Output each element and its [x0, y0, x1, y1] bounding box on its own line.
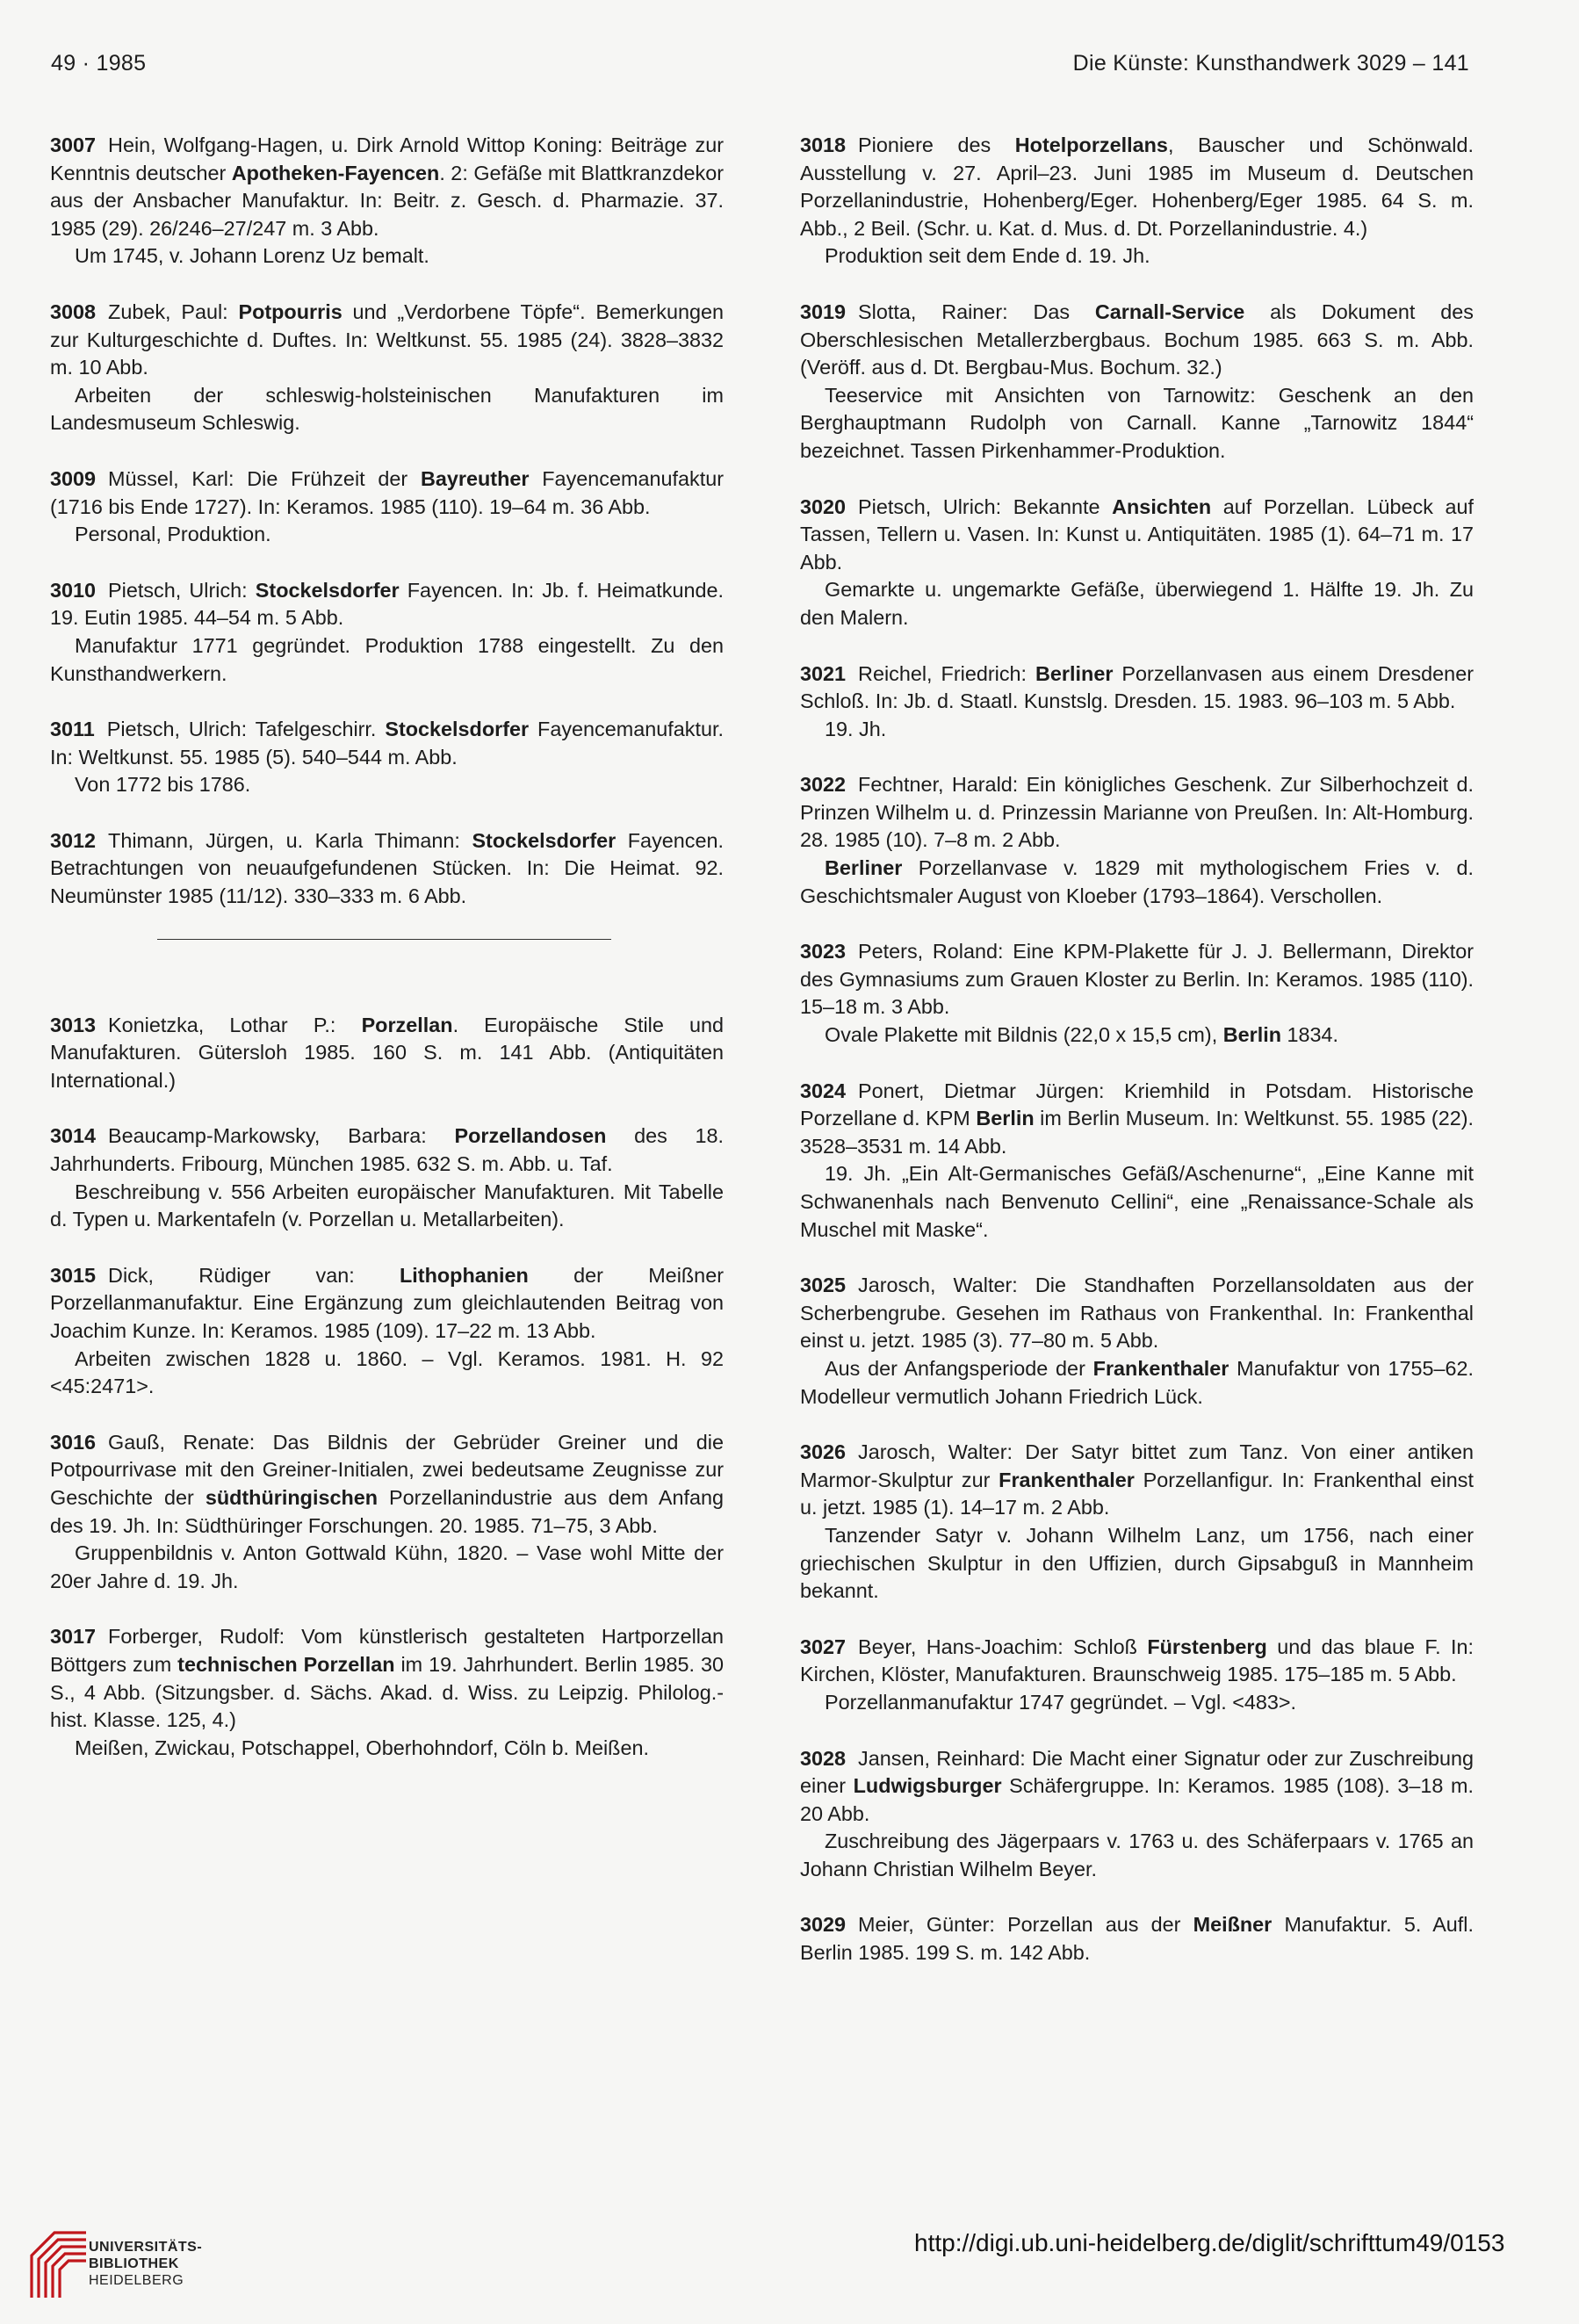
entry-citation [800, 938, 1474, 1021]
entry-text-pre: Beaucamp-Markowsky, Barbara: [108, 1124, 455, 1148]
entry-number: 3012 [50, 828, 97, 852]
annotation-text: Produktion seit dem Ende d. 19. Jh. [825, 244, 1150, 268]
entry-text-post: Porzellanvasen aus einem Dresdener Schloß. In: Jb. d. Staatl. Kunstslg. Dresden. 15. 1983. 96–103 m. 5 Abb. [800, 661, 1474, 713]
entry-citation [50, 299, 724, 382]
annotation-text: Aus der Anfangsperiode der [825, 1356, 1093, 1380]
bibliography-entry [800, 299, 1474, 466]
left-column [50, 132, 724, 1790]
library-line-2: BIBLIOTHEK [89, 2256, 179, 2271]
bibliography-entry [50, 1122, 724, 1233]
entry-number: 3014 [50, 1124, 97, 1148]
entry-citation [50, 716, 724, 771]
entry-keyword: Ansichten [1112, 494, 1212, 518]
bibliography-entry [800, 1272, 1474, 1411]
entry-citation [50, 1012, 724, 1095]
entry-citation [800, 1272, 1474, 1355]
entry-number: 3010 [50, 578, 97, 602]
entry-keyword: Berliner [1035, 661, 1114, 685]
entry-text-pre: Dick, Rüdiger van: [108, 1263, 400, 1287]
entry-text-post: Porzellanfigur. In: Frankenthal einst u. jetzt. 1985 (1). 14–17 m. 2 Abb. [800, 1468, 1474, 1519]
entry-keyword: Meißner [1193, 1913, 1273, 1937]
annotation-text: Gruppenbildnis v. Anton Gottwald Kühn, 1820. – Vase wohl Mitte der 20er Jahre d. 19. Jh. [50, 1541, 724, 1592]
entry-number: 3018 [800, 134, 847, 156]
entry-text-post: auf Porzellan. Lübeck auf Tassen, Tellern u. Vasen. In: Kunst u. Antiquitäten. 1985 (1). 64–71 m. 17 Abb. [800, 494, 1474, 574]
entry-text-post: Fayencen. In: Jb. f. Heimatkunde. 19. Eutin 1985. 44–54 m. 5 Abb. [50, 578, 724, 630]
annotation-text: Tanzender Satyr v. Johann Wilhelm Lanz, um 1756, nach einer griechischen Skulptur in den Uffizien, durch Gipsabguß in Mannheim bekannt. [800, 1523, 1474, 1603]
entry-text-post: . Europäische Stile und Manufakturen. Gütersloh 1985. 160 S. m. 141 Abb. (Antiquitäten International.) [50, 1013, 724, 1092]
annotation-text: Meißen, Zwickau, Potschappel, Oberhohndorf, Cöln b. Meißen. [75, 1736, 649, 1759]
entry-annotation [50, 521, 724, 549]
page-header-right: Die Künste: Kunsthandwerk 3029 – 141 [1072, 51, 1469, 76]
entry-keyword: Lithophanien [400, 1263, 529, 1287]
entry-annotation [800, 1160, 1474, 1244]
entry-keyword: südthüringischen [205, 1485, 379, 1509]
library-name [89, 2239, 202, 2289]
entry-number: 3028 [800, 1746, 847, 1770]
annotation-text: 19. Jh. „Ein Alt-Germanisches Gefäß/Aschenurne“, „Eine Kanne mit Schwanenhals nach Benvenuto Cellini“, eine „Renaissance-Schale als Muschel mit Maske“. [800, 1162, 1474, 1241]
bibliography-entry [50, 132, 724, 271]
bibliography-entry [50, 299, 724, 437]
entry-citation [800, 660, 1474, 716]
bibliography-entry [50, 1623, 724, 1762]
entry-keyword: Carnall-Service [1094, 300, 1245, 323]
entry-text-post: im Berlin Museum. In: Weltkunst. 55. 1985 (22). 3528–3531 m. 14 Abb. [800, 1107, 1474, 1158]
entry-text-post: des 18. Jahrhunderts. Fribourg, München 1985. 632 S. m. Abb. u. Taf. [50, 1124, 724, 1176]
bibliography-entry [800, 1745, 1474, 1884]
entry-annotation [800, 242, 1474, 271]
entry-keyword: Frankenthaler [999, 1468, 1135, 1491]
entry-keyword: Berlin [976, 1107, 1035, 1130]
entry-number: 3025 [800, 1274, 847, 1297]
bibliography-entry [800, 494, 1474, 632]
entry-text-pre: Pietsch, Ulrich: Bekannte [858, 494, 1113, 518]
entry-annotation [50, 382, 724, 437]
entry-citation [800, 299, 1474, 382]
bibliography-entry [800, 1439, 1474, 1606]
entry-annotation [800, 382, 1474, 466]
bibliography-entry [800, 1911, 1474, 1967]
entry-text-pre: Gauß, Renate: Das Bildnis der Gebrüder Greiner und die Potpourrivase mit den Greiner-Initialen, zwei bedeutsame Zeugnisse zur Geschichte der [50, 1430, 724, 1509]
entry-keyword: Stockelsdorfer [255, 578, 400, 602]
entry-text-post: als Dokument des Oberschlesischen Metallerzbergbaus. Bochum 1985. 663 S. m. Abb. (Veröff. aus d. Dt. Bergbau-Mus. Bochum. 32.) [800, 300, 1474, 379]
bibliography-entry [800, 771, 1474, 910]
entry-number: 3029 [800, 1913, 847, 1937]
entry-annotation [800, 1828, 1474, 1883]
entry-text-pre: Forberger, Rudolf: Vom künstlerisch gestalteten Hartporzellan Böttgers zum [50, 1625, 724, 1676]
entry-number: 3007 [50, 134, 97, 156]
annotation-text: Teeservice mit Ansichten von Tarnowitz: Geschenk an den Berghauptmann Rudolph von Carnall. Kanne „Tarnowitz 1844“ bezeichnet. Tassen Pirkenhammer-Produktion. [800, 383, 1474, 462]
entry-keyword: Bayreuther [421, 466, 530, 490]
entry-annotation [50, 242, 724, 271]
entry-keyword: Porzellandosen [454, 1124, 607, 1148]
right-column [800, 132, 1474, 1996]
bibliography-entry [50, 577, 724, 688]
entry-text-pre: Meier, Günter: Porzellan aus der [858, 1913, 1193, 1937]
entry-text-pre: Müssel, Karl: Die Frühzeit der [108, 466, 421, 490]
bibliography-entry [50, 1012, 724, 1095]
entry-text-post: und „Verdorbene Töpfe“. Bemerkungen zur Kulturgeschichte d. Duftes. In: Weltkunst. 55. 1985 (24). 3828–3832 m. 10 Abb. [50, 300, 724, 379]
bibliography-entry [50, 716, 724, 799]
entry-citation [50, 577, 724, 632]
entry-keyword: Potpourris [238, 300, 342, 323]
entry-text-pre: Thimann, Jürgen, u. Karla Thimann: [108, 828, 472, 852]
annotation-text: Porzellanmanufaktur 1747 gegründet. – Vgl. <483>. [825, 1690, 1297, 1714]
annotation-text: Gemarkte u. ungemarkte Gefäße, überwiegend 1. Hälfte 19. Jh. Zu den Malern. [800, 578, 1474, 629]
entry-number: 3021 [800, 661, 847, 685]
entry-text-pre: Peters, Roland: Eine KPM-Plakette für J. J. Bellermann, Direktor des Gymnasiums zum Grauen Kloster zu Berlin. In: Keramos. 1985 (110). 15–18 m. 3 Abb. [800, 940, 1474, 1019]
annotation-text: Arbeiten zwischen 1828 u. 1860. – Vgl. Keramos. 1981. H. 92 <45:2471>. [50, 1346, 724, 1398]
entry-annotation [800, 855, 1474, 910]
entry-text-post: Schäfergruppe. In: Keramos. 1985 (108). 3–18 m. 20 Abb. [800, 1774, 1474, 1825]
entry-number: 3020 [800, 494, 847, 518]
entry-keyword: Apotheken-Fayencen [231, 161, 440, 184]
annotation-keyword: Frankenthaler [1092, 1356, 1229, 1380]
library-line-1: UNIVERSITÄTS- [89, 2240, 203, 2255]
entry-text-pre: Pioniere des [858, 134, 1015, 156]
entry-number: 3009 [50, 466, 97, 490]
entry-citation [800, 1078, 1474, 1161]
entry-text-pre: Pietsch, Ulrich: Tafelgeschirr. [106, 718, 386, 741]
entry-citation [50, 132, 724, 242]
entry-citation [800, 1745, 1474, 1829]
entry-annotation [800, 1021, 1474, 1050]
entry-text-post: Fayencemanufaktur. In: Weltkunst. 55. 1985 (5). 540–544 m. Abb. [50, 718, 724, 769]
entry-citation [800, 1634, 1474, 1689]
annotation-text: Manufaktur 1771 gegründet. Produktion 1788 eingestellt. Zu den Kunsthandwerkern. [50, 633, 724, 685]
entry-number: 3008 [50, 300, 97, 323]
entry-text-post: Manufaktur. 5. Aufl. Berlin 1985. 199 S. m. 142 Abb. [800, 1913, 1474, 1965]
entry-text-pre: Jarosch, Walter: Der Satyr bittet zum Tanz. Von einer antiken Marmor-Skulptur zur [800, 1440, 1474, 1491]
entry-annotation [50, 771, 724, 799]
entry-text-post: Porzellanindustrie aus dem Anfang des 19. Jh. In: Südthüringer Forschungen. 20. 1985. 71–75, 3 Abb. [50, 1485, 724, 1537]
bibliography-entry [800, 660, 1474, 744]
annotation-text: Arbeiten der schleswig-holsteinischen Manufakturen im Landesmuseum Schleswig. [50, 383, 724, 435]
page-header-left: 49 · 1985 [51, 51, 147, 76]
entry-number: 3015 [50, 1263, 97, 1287]
entry-text-pre: Reichel, Friedrich: [858, 661, 1036, 685]
annotation-text: Beschreibung v. 556 Arbeiten europäischer Manufakturen. Mit Tabelle d. Typen u. Markentafeln (v. Porzellan u. Metallarbeiten). [50, 1180, 724, 1231]
annotation-text: Personal, Produktion. [75, 523, 271, 546]
entry-citation [800, 494, 1474, 577]
entry-number: 3017 [50, 1625, 97, 1649]
entry-number: 3027 [800, 1635, 847, 1658]
entry-annotation [50, 1540, 724, 1595]
entry-number: 3026 [800, 1440, 847, 1464]
bibliography-entry [800, 1634, 1474, 1717]
entry-citation [800, 1439, 1474, 1522]
entry-text-post: der Meißner Porzellanmanufaktur. Eine Ergänzung zum gleichlautenden Beitrag von Joachim Kunze. In: Keramos. 1985 (109). 17–22 m. 13 Abb. [50, 1263, 724, 1342]
annotation-text: Von 1772 bis 1786. [75, 773, 251, 797]
bibliography-entry [50, 827, 724, 911]
entry-citation [50, 466, 724, 521]
entry-text-post: Fayencemanufaktur (1716 bis Ende 1727). In: Keramos. 1985 (110). 19–64 m. 36 Abb. [50, 466, 724, 518]
entry-annotation [800, 576, 1474, 632]
annotation-text: 19. Jh. [825, 717, 887, 740]
entry-text-post: , Bauscher und Schönwald. Ausstellung v. 27. April–23. Juni 1985 im Museum d. Deutschen Porzellanindustrie, Hohenberg/Eger. Hohenberg/Eger 1985. 64 S. m. Abb., 2 Beil. (Schr. u. Kat. d. Mus. d. Dt. Porzellanindustrie. 4.) [800, 134, 1474, 240]
bibliography-entry [800, 938, 1474, 1049]
entry-text-pre: Pietsch, Ulrich: [108, 578, 256, 602]
entry-number: 3011 [50, 718, 95, 741]
entry-number: 3013 [50, 1013, 97, 1036]
entry-annotation [800, 1689, 1474, 1717]
entry-text-pre: Slotta, Rainer: Das [858, 300, 1095, 323]
entry-number: 3022 [800, 773, 847, 797]
bibliography-entry [800, 1078, 1474, 1245]
entry-keyword: Fürstenberg [1147, 1635, 1267, 1658]
entry-keyword: Stockelsdorfer [472, 828, 616, 852]
entry-number: 3019 [800, 300, 847, 323]
bibliography-entry [50, 1262, 724, 1401]
entry-citation [50, 827, 724, 911]
entry-text-post: im 19. Jahrhundert. Berlin 1985. 30 S., 4 Abb. (Sitzungsber. d. Sächs. Akad. d. Wiss. zu Leipzig. Philolog.-hist. Klasse. 125, 4.) [50, 1652, 724, 1732]
entry-text-pre: Hein, Wolfgang-Hagen, u. Dirk Arnold Wittop Koning: Beiträge zur Kenntnis deutscher [50, 134, 724, 184]
entry-text-post: und das blaue F. In: Kirchen, Klöster, Manufakturen. Braunschweig 1985. 175–185 m. 5 Abb. [800, 1635, 1474, 1686]
entry-citation [50, 1262, 724, 1346]
bibliography-entry [50, 1429, 724, 1596]
entry-citation [50, 1623, 724, 1734]
annotation-text: Ovale Plakette mit Bildnis (22,0 x 15,5 cm), [825, 1023, 1223, 1047]
entry-text-pre: Zubek, Paul: [108, 300, 239, 323]
entry-annotation [800, 1355, 1474, 1411]
entry-keyword: Hotelporzellans [1014, 134, 1168, 156]
annotation-tail: Manufaktur von 1755–62. Modelleur vermutlich Johann Friedrich Lück. [800, 1356, 1474, 1408]
library-line-3: HEIDELBERG [89, 2273, 184, 2288]
permalink-url[interactable]: http://digi.ub.uni-heidelberg.de/diglit/schrifttum49/0153 [914, 2229, 1505, 2256]
entry-citation [50, 1122, 724, 1178]
entry-citation [50, 1429, 724, 1540]
entry-number: 3016 [50, 1430, 97, 1454]
entry-annotation [800, 1522, 1474, 1606]
entry-annotation [800, 716, 1474, 744]
entry-text-pre: Jarosch, Walter: Die Standhaften Porzellansoldaten aus der Scherbengrube. Gesehen im Rathaus von Frankenthal. In: Frankenthal einst u. jetzt. 1985 (3). 77–80 m. 5 Abb. [800, 1274, 1474, 1353]
annotation-text: Zuschreibung des Jägerpaars v. 1763 u. des Schäferpaars v. 1765 an Johann Christian Wilhelm Beyer. [800, 1830, 1474, 1880]
annotation-tail: 1834. [1281, 1023, 1339, 1047]
entry-text-pre: Fechtner, Harald: Ein königliches Geschenk. Zur Silberhochzeit d. Prinzen Wilhelm u. d. Prinzessin Marianne von Preußen. In: Alt-Homburg. 28. 1985 (10). 7–8 m. 2 Abb. [800, 773, 1474, 852]
entry-annotation [50, 1179, 724, 1234]
entry-text-post: . 2: Gefäße mit Blattkranzdekor aus der Ansbacher Manufaktur. In: Beitr. z. Gesch. d. Pharmazie. 37. 1985 (29). 26/246–27/247 m. 3 Abb. [50, 161, 725, 240]
section-divider [157, 939, 611, 940]
entry-text-pre: Ponert, Dietmar Jürgen: Kriemhild in Potsdam. Historische Porzellane d. KPM [800, 1079, 1474, 1130]
annotation-text: Porzellanvase v. 1829 mit mythologischem Fries v. d. Geschichtsmaler August von Kloeber (1793–1864). Verschollen. [800, 856, 1474, 907]
ub-heidelberg-logo-icon [25, 2226, 93, 2303]
entry-citation [800, 1911, 1474, 1967]
entry-text-post: Fayencen. Betrachtungen von neuaufgefundenen Stücken. In: Die Heimat. 92. Neumünster 1985 (11/12). 330–333 m. 6 Abb. [50, 828, 724, 908]
entry-annotation [50, 1735, 724, 1763]
entry-annotation [50, 632, 724, 688]
entry-citation [800, 771, 1474, 855]
bibliography-entry [50, 466, 724, 549]
entry-text-pre: Jansen, Reinhard: Die Macht einer Signatur oder zur Zuschreibung einer [800, 1746, 1474, 1798]
entry-keyword: Ludwigsburger [853, 1774, 1002, 1798]
annotation-keyword: Berlin [1222, 1023, 1281, 1047]
entry-keyword: Porzellan [361, 1013, 453, 1036]
entry-number: 3023 [800, 940, 847, 964]
annotation-text: Um 1745, v. Johann Lorenz Uz bemalt. [75, 244, 429, 268]
entry-text-pre: Konietzka, Lothar P.: [108, 1013, 362, 1036]
entry-annotation [50, 1346, 724, 1401]
bibliography-entry [800, 132, 1474, 271]
entry-number: 3024 [800, 1079, 847, 1102]
entry-text-pre: Beyer, Hans-Joachim: Schloß [858, 1635, 1148, 1658]
annotation-keyword: Berliner [825, 856, 903, 880]
entry-keyword: Stockelsdorfer [385, 718, 530, 741]
entry-keyword: technischen Porzellan [177, 1652, 395, 1676]
entry-citation [800, 132, 1474, 242]
